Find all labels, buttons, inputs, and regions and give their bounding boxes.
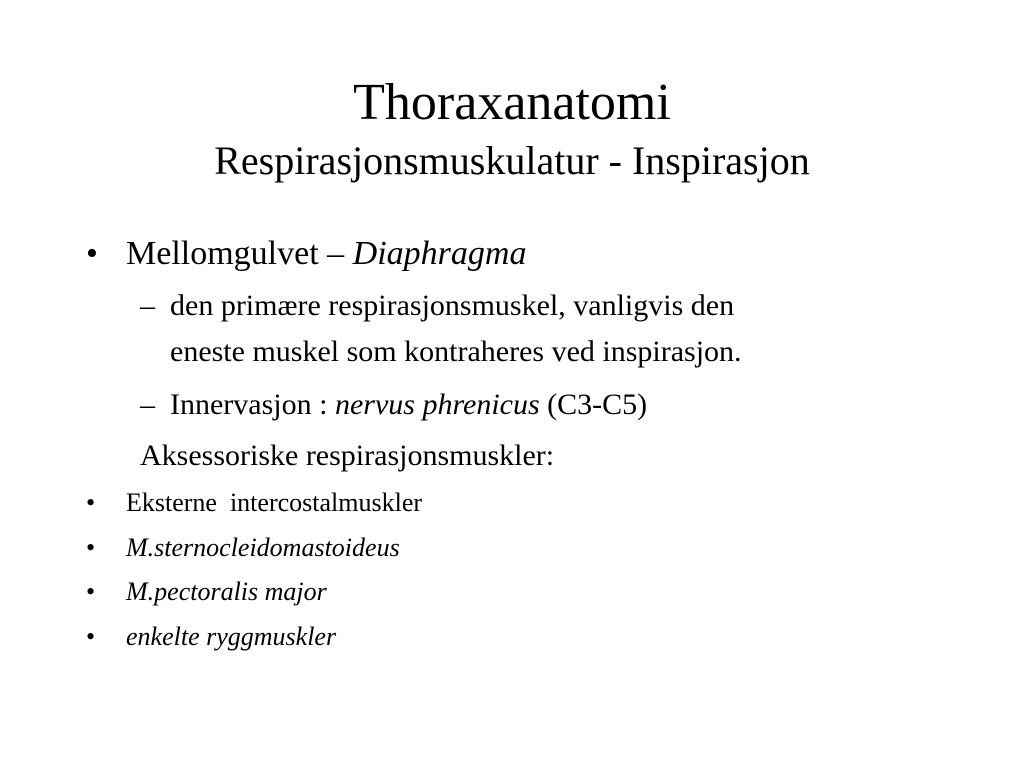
sub-item-1-dash: – — [140, 289, 155, 322]
sub-item-1-line-2: eneste muskel som kontraheres ved inspirasjon. — [170, 335, 742, 368]
sub-item-2-emphasis: nervus phrenicus — [334, 388, 540, 421]
accessory-bullet-1: • — [86, 488, 96, 517]
accessory-bullet-2: • — [86, 533, 96, 562]
main-bullet: • — [86, 235, 98, 272]
accessory-item-2: M.sternocleidomastoideus — [126, 533, 400, 562]
main-item-text: Mellomgulvet – — [126, 235, 353, 272]
accessory-bullet-3: • — [86, 577, 96, 606]
sub-item-2-suffix: (C3-C5) — [539, 388, 648, 421]
sub-item-2-text: Innervasjon : — [170, 388, 335, 421]
sub-item-1-line-1: den primære respirasjonsmuskel, vanligvis den — [170, 289, 735, 322]
accessory-item-3: M.pectoralis major — [126, 577, 327, 606]
accessory-bullet-4: • — [86, 622, 96, 651]
main-item-emphasis: Diaphragma — [352, 235, 527, 272]
accessory-item-4: enkelte ryggmuskler — [126, 622, 337, 651]
slide-subtitle: Respirasjonsmuskulatur - Inspirasjon — [214, 138, 810, 183]
main-item — [126, 234, 526, 274]
accessory-item-1: Eksterne intercostalmuskler — [126, 488, 423, 517]
slide-title: Thoraxanatomi — [353, 74, 671, 131]
accessory-heading: Aksessoriske respirasjonsmuskler: — [140, 439, 555, 472]
title-block — [0, 70, 1024, 186]
sub-item-2 — [170, 387, 647, 423]
sub-item-2-dash: – — [140, 388, 155, 421]
